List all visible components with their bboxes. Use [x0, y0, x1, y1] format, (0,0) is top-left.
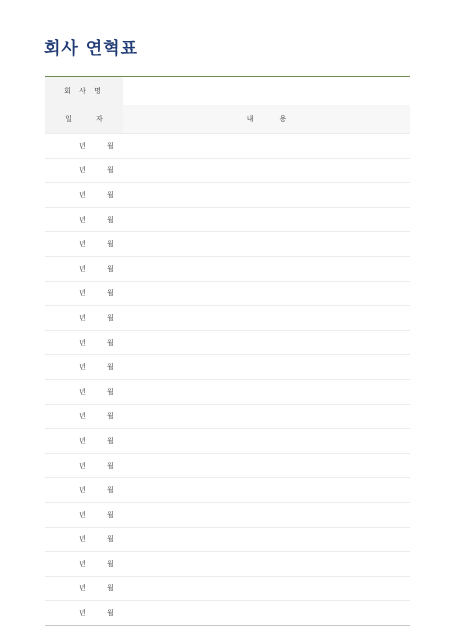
year-label: 년 — [79, 584, 86, 593]
entry-date-cell[interactable] — [45, 134, 123, 159]
history-entry-row — [45, 552, 410, 577]
history-entry-row — [45, 527, 410, 552]
entry-date-cell[interactable] — [45, 183, 123, 208]
year-label: 년 — [79, 215, 86, 224]
month-label: 월 — [107, 166, 114, 175]
entry-content-cell[interactable] — [123, 232, 410, 257]
entry-date-cell[interactable] — [45, 256, 123, 281]
history-entry-row — [45, 478, 410, 503]
entry-date-cell[interactable] — [45, 601, 123, 626]
month-label: 월 — [107, 215, 114, 224]
entry-date-cell[interactable] — [45, 379, 123, 404]
history-entry-row — [45, 404, 410, 429]
history-entry-row — [45, 232, 410, 257]
month-label: 월 — [107, 486, 114, 495]
year-label: 년 — [79, 190, 86, 199]
history-entry-row — [45, 183, 410, 208]
history-entry-row — [45, 355, 410, 380]
entry-date-cell[interactable] — [45, 281, 123, 306]
entry-content-cell[interactable] — [123, 552, 410, 577]
date-header-char-2: 자 — [96, 115, 103, 123]
month-label: 월 — [107, 190, 114, 199]
entry-date-cell[interactable] — [45, 502, 123, 527]
page-title: 회사 연혁표 — [44, 39, 139, 59]
year-label: 년 — [79, 609, 86, 618]
history-entry-row — [45, 453, 410, 478]
month-label: 월 — [107, 338, 114, 347]
year-label: 년 — [79, 436, 86, 445]
year-label: 년 — [79, 486, 86, 495]
month-label: 월 — [107, 559, 114, 568]
month-label: 월 — [107, 387, 114, 396]
month-label: 월 — [107, 510, 114, 519]
entry-content-cell[interactable] — [123, 404, 410, 429]
entry-date-cell[interactable] — [45, 158, 123, 183]
history-entry-row — [45, 256, 410, 281]
year-label: 년 — [79, 559, 86, 568]
entry-date-cell[interactable] — [45, 330, 123, 355]
content-header-char-1: 내 — [246, 115, 254, 123]
entry-content-cell[interactable] — [123, 207, 410, 232]
entry-content-cell[interactable] — [123, 355, 410, 380]
month-label: 월 — [107, 461, 114, 470]
year-label: 년 — [79, 289, 86, 298]
month-label: 월 — [107, 535, 114, 544]
year-label: 년 — [79, 387, 86, 396]
entry-content-cell[interactable] — [123, 576, 410, 601]
entry-content-cell[interactable] — [123, 134, 410, 159]
year-label: 년 — [79, 338, 86, 347]
company-history-table — [45, 76, 410, 626]
company-name-row — [45, 77, 410, 106]
entry-content-cell[interactable] — [123, 429, 410, 454]
month-label: 월 — [107, 363, 114, 372]
year-label: 년 — [79, 363, 86, 372]
history-entry-row — [45, 502, 410, 527]
year-label: 년 — [79, 461, 86, 470]
entry-content-cell[interactable] — [123, 306, 410, 331]
company-name-field[interactable] — [123, 77, 410, 106]
month-label: 월 — [107, 313, 114, 322]
entry-date-cell[interactable] — [45, 576, 123, 601]
history-entry-row — [45, 576, 410, 601]
entry-content-cell[interactable] — [123, 158, 410, 183]
date-column-header — [45, 105, 123, 134]
date-header-char-1: 일 — [65, 115, 72, 123]
year-label: 년 — [79, 535, 86, 544]
entry-content-cell[interactable] — [123, 183, 410, 208]
entry-date-cell[interactable] — [45, 478, 123, 503]
month-label: 월 — [107, 609, 114, 618]
entry-date-cell[interactable] — [45, 306, 123, 331]
month-label: 월 — [107, 436, 114, 445]
entry-content-cell[interactable] — [123, 453, 410, 478]
year-label: 년 — [79, 141, 86, 150]
entry-date-cell[interactable] — [45, 453, 123, 478]
column-header-row — [45, 105, 410, 134]
entry-content-cell[interactable] — [123, 527, 410, 552]
entry-content-cell[interactable] — [123, 379, 410, 404]
content-header-char-2: 용 — [279, 115, 287, 123]
company-name-label: 회 사 명 — [45, 77, 123, 106]
year-label: 년 — [79, 510, 86, 519]
entry-date-cell[interactable] — [45, 527, 123, 552]
history-entry-row — [45, 601, 410, 626]
entry-date-cell[interactable] — [45, 404, 123, 429]
entry-content-cell[interactable] — [123, 281, 410, 306]
entry-date-cell[interactable] — [45, 429, 123, 454]
month-label: 월 — [107, 412, 114, 421]
year-label: 년 — [79, 412, 86, 421]
entry-date-cell[interactable] — [45, 232, 123, 257]
month-label: 월 — [107, 264, 114, 273]
month-label: 월 — [107, 584, 114, 593]
history-entry-row — [45, 330, 410, 355]
month-label: 월 — [107, 141, 114, 150]
year-label: 년 — [79, 313, 86, 322]
history-entry-row — [45, 158, 410, 183]
entry-content-cell[interactable] — [123, 330, 410, 355]
history-entry-row — [45, 379, 410, 404]
entry-content-cell[interactable] — [123, 256, 410, 281]
year-label: 년 — [79, 264, 86, 273]
month-label: 월 — [107, 289, 114, 298]
history-entry-row — [45, 429, 410, 454]
history-entry-row — [45, 281, 410, 306]
history-entry-row — [45, 134, 410, 159]
entry-content-cell[interactable] — [123, 502, 410, 527]
content-column-header — [123, 105, 410, 134]
history-entry-row — [45, 306, 410, 331]
entry-date-cell[interactable] — [45, 207, 123, 232]
entry-content-cell[interactable] — [123, 601, 410, 626]
entry-date-cell[interactable] — [45, 355, 123, 380]
entry-date-cell[interactable] — [45, 552, 123, 577]
history-entry-row — [45, 207, 410, 232]
year-label: 년 — [79, 166, 86, 175]
entry-content-cell[interactable] — [123, 478, 410, 503]
month-label: 월 — [107, 240, 114, 249]
year-label: 년 — [79, 240, 86, 249]
